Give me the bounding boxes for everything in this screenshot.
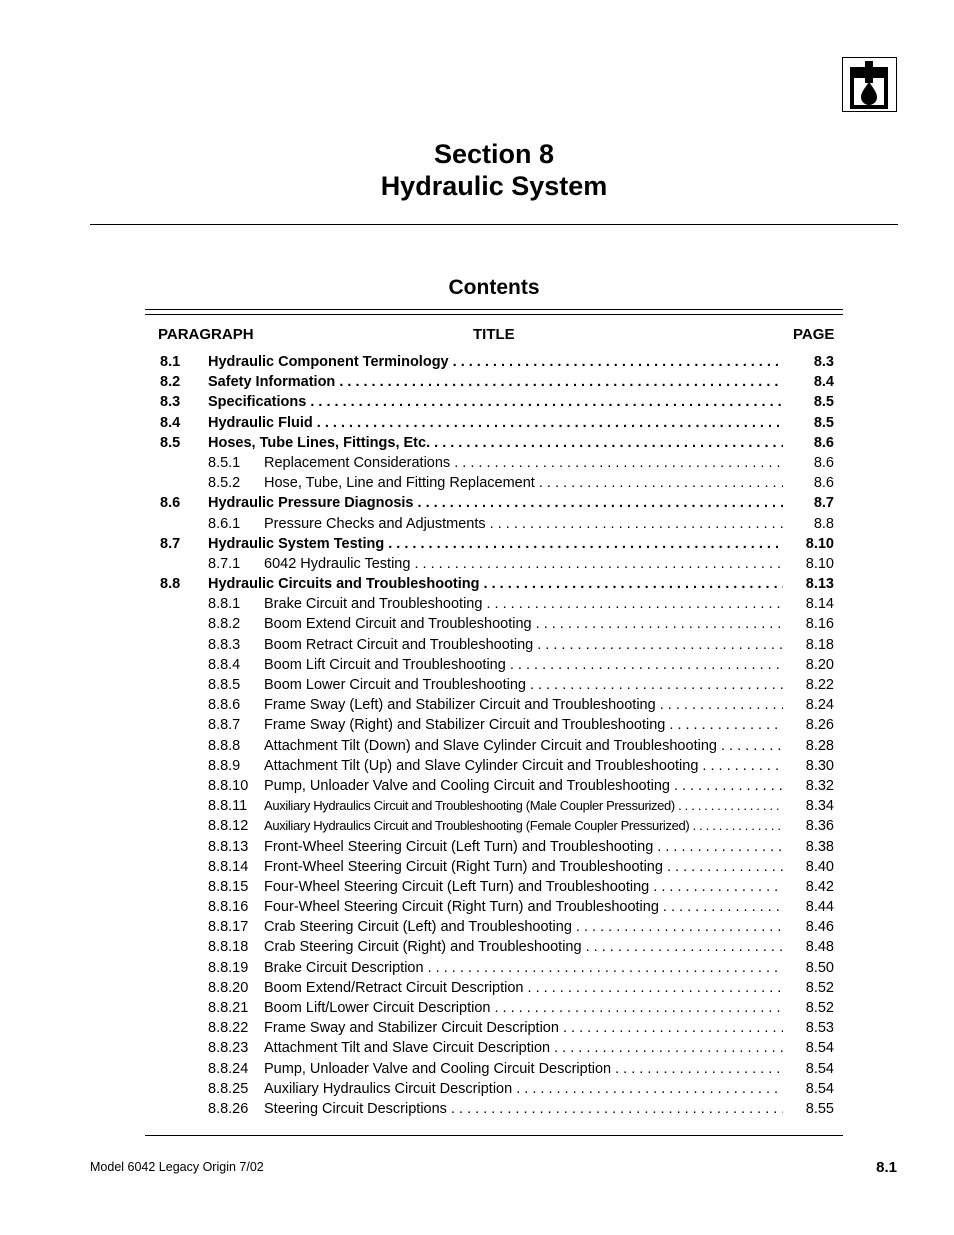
toc-entry — [0, 837, 954, 857]
contents-heading: Contents — [448, 276, 540, 299]
toc-entry-title: Boom Extend/Retract Circuit Description . . . — [264, 978, 783, 998]
toc-entry-page: 8.6 — [813, 475, 834, 492]
toc-entry-number: 8.8.12 — [208, 818, 249, 835]
toc-entry-page: 8.26 — [805, 717, 834, 734]
toc-entry — [0, 1018, 954, 1038]
toc-entry — [0, 877, 954, 897]
toc-entry-number: 8.7.1 — [208, 555, 241, 572]
toc-entry-number: 8.6.1 — [208, 515, 241, 532]
toc-entry-title: Auxiliary Hydraulics Circuit Description . . . — [264, 1079, 783, 1099]
toc-entry-page: 8.38 — [805, 838, 834, 855]
section-title-block — [90, 138, 898, 202]
toc-entry — [0, 776, 954, 796]
toc-entry-number: 8.8.1 — [208, 596, 241, 613]
toc-entry — [0, 978, 954, 998]
toc-entry-page: 8.42 — [805, 878, 834, 895]
toc-entry-page: 8.8 — [813, 515, 834, 532]
toc-entry-title: Hydraulic Pressure Diagnosis . . . — [208, 493, 783, 513]
toc-entry-page: 8.54 — [805, 1040, 834, 1057]
toc-entry-title: Boom Lower Circuit and Troubleshooting . . . — [264, 675, 783, 695]
toc-entry-page: 8.28 — [805, 737, 834, 754]
toc-entry-title: Frame Sway and Stabilizer Circuit Description . . . — [264, 1018, 783, 1038]
toc-entry — [0, 937, 954, 957]
toc-entry-number: 8.8.18 — [208, 939, 249, 956]
toc-entry-page: 8.36 — [805, 818, 834, 835]
toc-entry — [0, 514, 954, 534]
toc-entry-title: Steering Circuit Descriptions . . . — [264, 1099, 783, 1119]
toc-entry-number: 8.8.15 — [208, 878, 249, 895]
contents-end-divider — [145, 1135, 843, 1136]
toc-entry — [0, 372, 954, 392]
toc-entry-title: Safety Information . . . — [208, 372, 783, 392]
toc-entry — [0, 675, 954, 695]
toc-entry-number: 8.8.24 — [208, 1060, 249, 1077]
title-divider — [90, 224, 898, 225]
toc-entry — [0, 473, 954, 493]
toc-entry — [0, 857, 954, 877]
toc-entry-number: 8.2 — [160, 374, 181, 391]
contents-divider-top — [145, 309, 843, 310]
footer-page-number: 8.1 — [876, 1159, 897, 1176]
toc-entry-page: 8.10 — [805, 555, 834, 572]
toc-entry-title: Pressure Checks and Adjustments . . . — [264, 514, 783, 534]
toc-entry — [0, 574, 954, 594]
table-of-contents — [0, 352, 954, 1119]
toc-entry — [0, 998, 954, 1018]
toc-entry-title: Boom Retract Circuit and Troubleshooting . . . — [264, 635, 783, 655]
toc-entry — [0, 736, 954, 756]
toc-entry-page: 8.55 — [805, 1100, 834, 1117]
toc-entry-number: 8.8.6 — [208, 697, 241, 714]
toc-entry-page: 8.20 — [805, 656, 834, 673]
toc-entry-title: Frame Sway (Left) and Stabilizer Circuit and Troubleshooting . . . — [264, 695, 783, 715]
toc-entry-number: 8.7 — [160, 535, 181, 552]
toc-entry-title: Specifications . . . — [208, 392, 783, 412]
toc-entry — [0, 635, 954, 655]
toc-entry-page: 8.5 — [813, 414, 834, 431]
toc-entry-number: 8.8.20 — [208, 979, 249, 996]
toc-entry — [0, 1099, 954, 1119]
toc-entry-number: 8.8.22 — [208, 1020, 249, 1037]
toc-entry-title: Frame Sway (Right) and Stabilizer Circuit and Troubleshooting . . . — [264, 715, 783, 735]
toc-entry-title: Replacement Considerations . . . — [264, 453, 783, 473]
toc-entry-number: 8.6 — [160, 495, 181, 512]
toc-entry-title: Boom Lift Circuit and Troubleshooting . . . — [264, 655, 783, 675]
toc-entry-page: 8.13 — [805, 576, 834, 593]
toc-entry-page: 8.54 — [805, 1080, 834, 1097]
toc-entry — [0, 534, 954, 554]
section-title: Hydraulic System — [380, 171, 608, 201]
toc-entry-number: 8.1 — [160, 354, 181, 370]
toc-entry-title: Hose, Tube, Line and Fitting Replacement . . . — [264, 473, 783, 493]
toc-entry — [0, 917, 954, 937]
toc-entry — [0, 816, 954, 836]
toc-entry-number: 8.8.4 — [208, 656, 241, 673]
toc-entry-title: Four-Wheel Steering Circuit (Right Turn) and Troubleshooting . . . — [264, 897, 783, 917]
toc-entry-page: 8.3 — [813, 354, 834, 370]
toc-entry — [0, 695, 954, 715]
toc-entry-title: Front-Wheel Steering Circuit (Left Turn) and Troubleshooting . . . — [264, 837, 783, 857]
toc-entry-number: 8.8.26 — [208, 1100, 249, 1117]
toc-entry-page: 8.24 — [805, 697, 834, 714]
toc-entry-number: 8.8.14 — [208, 858, 249, 875]
toc-entry-page: 8.7 — [813, 495, 834, 512]
toc-entry-number: 8.5 — [160, 434, 181, 451]
column-header-title: TITLE — [473, 326, 515, 343]
toc-entry-number: 8.4 — [160, 414, 181, 431]
toc-entry-number: 8.8 — [160, 576, 181, 593]
toc-entry-title: 6042 Hydraulic Testing . . . — [264, 554, 783, 574]
column-header-page: PAGE — [793, 326, 835, 343]
toc-entry-number: 8.8.13 — [208, 838, 249, 855]
toc-entry-number: 8.8.16 — [208, 899, 249, 916]
toc-entry-title: Attachment Tilt (Down) and Slave Cylinder Circuit and Troubleshooting . . . — [264, 736, 783, 756]
contents-divider-bottom — [145, 314, 843, 315]
toc-entry-page: 8.5 — [813, 394, 834, 411]
toc-entry-page: 8.40 — [805, 858, 834, 875]
toc-entry-page: 8.18 — [805, 636, 834, 653]
toc-entry — [0, 1038, 954, 1058]
toc-entry — [0, 1059, 954, 1079]
toc-entry-page: 8.46 — [805, 919, 834, 936]
toc-entry — [0, 1079, 954, 1099]
toc-entry-title: Hydraulic Circuits and Troubleshooting . . . — [208, 574, 783, 594]
toc-entry-title: Auxiliary Hydraulics Circuit and Troubleshooting (Female Coupler Pressurized) . . . — [264, 816, 783, 836]
toc-entry — [0, 958, 954, 978]
toc-entry-title: Crab Steering Circuit (Right) and Troubleshooting . . . — [264, 937, 783, 957]
column-header-paragraph: PARAGRAPH — [158, 326, 254, 343]
toc-entry-number: 8.5.2 — [208, 475, 241, 492]
toc-entry-page: 8.6 — [813, 434, 834, 451]
toc-entry-number: 8.8.9 — [208, 757, 241, 774]
toc-entry — [0, 756, 954, 776]
toc-entry-number: 8.5.1 — [208, 454, 241, 471]
toc-entry-number: 8.8.3 — [208, 636, 241, 653]
toc-entry — [0, 614, 954, 634]
toc-entry-title: Hydraulic Fluid . . . — [208, 413, 783, 433]
toc-entry-title: Front-Wheel Steering Circuit (Right Turn) and Troubleshooting . . . — [264, 857, 783, 877]
toc-entry-number: 8.8.17 — [208, 919, 249, 936]
toc-entry-title: Brake Circuit Description . . . — [264, 958, 783, 978]
toc-entry — [0, 352, 954, 372]
toc-entry-title: Brake Circuit and Troubleshooting . . . — [264, 594, 783, 614]
toc-entry-page: 8.52 — [805, 1000, 834, 1016]
toc-entry-title: Hoses, Tube Lines, Fittings, Etc. . . . — [208, 433, 783, 453]
toc-entry-number: 8.8.5 — [208, 677, 241, 693]
toc-entry-title: Boom Extend Circuit and Troubleshooting . . . — [264, 614, 783, 634]
toc-entry — [0, 655, 954, 675]
toc-entry — [0, 433, 954, 453]
hydraulic-section-icon — [843, 58, 898, 113]
toc-entry-page: 8.4 — [813, 374, 834, 391]
toc-entry-page: 8.50 — [805, 959, 834, 976]
toc-entry — [0, 897, 954, 917]
toc-entry-number: 8.8.19 — [208, 959, 249, 976]
toc-entry-page: 8.32 — [805, 777, 834, 794]
toc-entry-title: Boom Lift/Lower Circuit Description . . . — [264, 998, 783, 1018]
toc-entry — [0, 715, 954, 735]
toc-entry-number: 8.8.25 — [208, 1080, 249, 1097]
toc-entry-number: 8.3 — [160, 394, 181, 411]
section-number: Section 8 — [433, 139, 555, 169]
toc-entry-page: 8.16 — [805, 616, 834, 633]
toc-entry-page: 8.14 — [805, 596, 834, 613]
toc-entry-number: 8.8.8 — [208, 737, 241, 754]
toc-entry-number: 8.8.23 — [208, 1040, 249, 1057]
toc-entry-page: 8.22 — [805, 677, 834, 693]
toc-entry-title: Four-Wheel Steering Circuit (Left Turn) and Troubleshooting . . . — [264, 877, 783, 897]
toc-entry-title: Pump, Unloader Valve and Cooling Circuit Description . . . — [264, 1059, 783, 1079]
toc-entry-page: 8.30 — [805, 757, 834, 774]
toc-entry — [0, 413, 954, 433]
toc-entry-title: Hydraulic Component Terminology . . . — [208, 352, 783, 372]
toc-entry-title: Auxiliary Hydraulics Circuit and Troubleshooting (Male Coupler Pressurized) . . . — [264, 796, 783, 816]
toc-entry-page: 8.44 — [805, 899, 834, 916]
toc-entry-number: 8.8.11 — [208, 798, 248, 815]
toc-entry-number: 8.8.21 — [208, 1000, 249, 1016]
toc-entry — [0, 453, 954, 473]
toc-entry-title: Crab Steering Circuit (Left) and Troubleshooting . . . — [264, 917, 783, 937]
section-logo — [842, 57, 897, 112]
toc-entry — [0, 796, 954, 816]
toc-entry-number: 8.8.2 — [208, 616, 241, 633]
toc-entry — [0, 594, 954, 614]
toc-entry-page: 8.52 — [805, 979, 834, 996]
toc-entry-page: 8.48 — [805, 939, 834, 956]
toc-entry — [0, 392, 954, 412]
toc-entry — [0, 554, 954, 574]
toc-entry-title: Pump, Unloader Valve and Cooling Circuit and Troubleshooting . . . — [264, 776, 783, 796]
toc-entry — [0, 493, 954, 513]
toc-entry-title: Attachment Tilt and Slave Circuit Description . . . — [264, 1038, 783, 1058]
footer-model-info: Model 6042 Legacy Origin 7/02 — [90, 1160, 264, 1174]
toc-entry-page: 8.6 — [813, 454, 834, 471]
toc-entry-title: Hydraulic System Testing . . . — [208, 534, 783, 554]
toc-entry-number: 8.8.7 — [208, 717, 241, 734]
toc-entry-page: 8.53 — [805, 1020, 834, 1037]
toc-entry-title: Attachment Tilt (Up) and Slave Cylinder Circuit and Troubleshooting . . . — [264, 756, 783, 776]
toc-entry-page: 8.34 — [805, 798, 834, 815]
toc-entry-number: 8.8.10 — [208, 777, 249, 794]
toc-entry-page: 8.10 — [805, 535, 834, 552]
toc-entry-page: 8.54 — [805, 1060, 834, 1077]
